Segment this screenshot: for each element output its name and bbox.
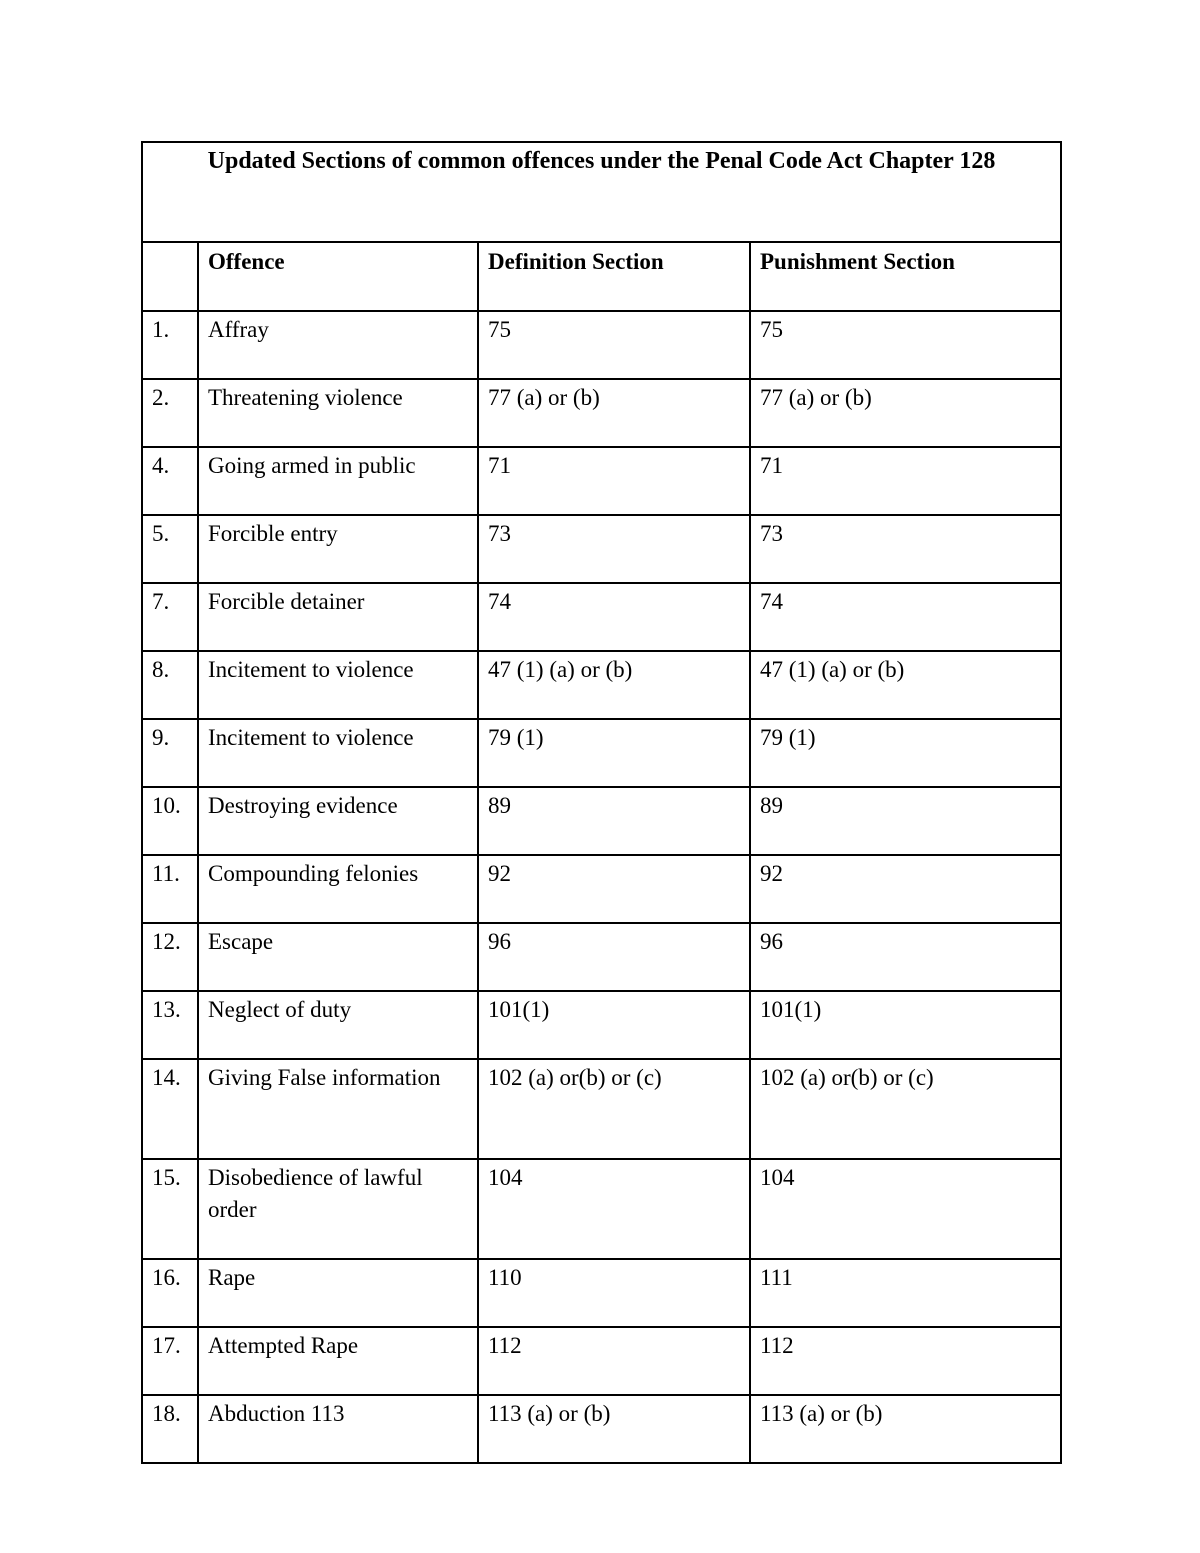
row-definition-section: 92 <box>478 855 750 923</box>
row-offence: Compounding felonies <box>198 855 478 923</box>
row-punishment-section: 77 (a) or (b) <box>750 379 1061 447</box>
row-definition-section: 79 (1) <box>478 719 750 787</box>
table-row <box>142 1259 1061 1327</box>
row-punishment-section: 89 <box>750 787 1061 855</box>
row-punishment-section: 102 (a) or(b) or (c) <box>750 1059 1061 1159</box>
row-definition-section: 71 <box>478 447 750 515</box>
row-number: 9. <box>142 719 198 787</box>
row-offence: Neglect of duty <box>198 991 478 1059</box>
table-row <box>142 719 1061 787</box>
row-offence: Disobedience of lawful order <box>198 1159 478 1259</box>
row-punishment-section: 111 <box>750 1259 1061 1327</box>
row-offence: Incitement to violence <box>198 651 478 719</box>
row-offence: Rape <box>198 1259 478 1327</box>
row-offence: Escape <box>198 923 478 991</box>
row-punishment-section: 79 (1) <box>750 719 1061 787</box>
row-definition-section: 104 <box>478 1159 750 1259</box>
row-definition-section: 112 <box>478 1327 750 1395</box>
table-row <box>142 311 1061 379</box>
row-number: 17. <box>142 1327 198 1395</box>
row-punishment-section: 112 <box>750 1327 1061 1395</box>
row-definition-section: 89 <box>478 787 750 855</box>
row-number: 10. <box>142 787 198 855</box>
row-offence: Forcible detainer <box>198 583 478 651</box>
row-number: 4. <box>142 447 198 515</box>
row-punishment-section: 74 <box>750 583 1061 651</box>
header-definition-section: Definition Section <box>478 242 750 311</box>
row-offence: Giving False information <box>198 1059 478 1159</box>
row-punishment-section: 73 <box>750 515 1061 583</box>
table-row <box>142 787 1061 855</box>
table-header-row <box>142 242 1061 311</box>
table-row <box>142 1159 1061 1259</box>
row-number: 8. <box>142 651 198 719</box>
header-number <box>142 242 198 311</box>
row-offence: Abduction 113 <box>198 1395 478 1463</box>
row-number: 15. <box>142 1159 198 1259</box>
row-number: 1. <box>142 311 198 379</box>
row-punishment-section: 96 <box>750 923 1061 991</box>
row-offence: Incitement to violence <box>198 719 478 787</box>
row-definition-section: 77 (a) or (b) <box>478 379 750 447</box>
row-offence: Destroying evidence <box>198 787 478 855</box>
row-number: 14. <box>142 1059 198 1159</box>
table-row <box>142 991 1061 1059</box>
table-row <box>142 923 1061 991</box>
table-row <box>142 855 1061 923</box>
row-definition-section: 73 <box>478 515 750 583</box>
row-number: 5. <box>142 515 198 583</box>
row-definition-section: 101(1) <box>478 991 750 1059</box>
row-punishment-section: 75 <box>750 311 1061 379</box>
row-definition-section: 102 (a) or(b) or (c) <box>478 1059 750 1159</box>
offences-table <box>141 141 1062 1464</box>
row-number: 18. <box>142 1395 198 1463</box>
header-punishment-section: Punishment Section <box>750 242 1061 311</box>
row-offence: Affray <box>198 311 478 379</box>
row-number: 7. <box>142 583 198 651</box>
row-definition-section: 75 <box>478 311 750 379</box>
row-number: 16. <box>142 1259 198 1327</box>
row-definition-section: 110 <box>478 1259 750 1327</box>
header-offence: Offence <box>198 242 478 311</box>
row-offence: Forcible entry <box>198 515 478 583</box>
row-offence: Threatening violence <box>198 379 478 447</box>
table-row <box>142 1327 1061 1395</box>
row-definition-section: 47 (1) (a) or (b) <box>478 651 750 719</box>
row-number: 12. <box>142 923 198 991</box>
row-punishment-section: 47 (1) (a) or (b) <box>750 651 1061 719</box>
row-punishment-section: 71 <box>750 447 1061 515</box>
table-row <box>142 515 1061 583</box>
row-punishment-section: 113 (a) or (b) <box>750 1395 1061 1463</box>
table-row <box>142 583 1061 651</box>
table-row <box>142 1059 1061 1159</box>
row-number: 2. <box>142 379 198 447</box>
table-title: Updated Sections of common offences under the Penal Code Act Chapter 128 <box>142 142 1061 242</box>
row-definition-section: 96 <box>478 923 750 991</box>
row-definition-section: 74 <box>478 583 750 651</box>
table-row <box>142 379 1061 447</box>
row-number: 11. <box>142 855 198 923</box>
table-row <box>142 447 1061 515</box>
row-punishment-section: 101(1) <box>750 991 1061 1059</box>
row-number: 13. <box>142 991 198 1059</box>
row-offence: Attempted Rape <box>198 1327 478 1395</box>
table-row <box>142 1395 1061 1463</box>
row-offence: Going armed in public <box>198 447 478 515</box>
row-definition-section: 113 (a) or (b) <box>478 1395 750 1463</box>
table-row <box>142 651 1061 719</box>
table-title-row <box>142 142 1061 242</box>
row-punishment-section: 92 <box>750 855 1061 923</box>
row-punishment-section: 104 <box>750 1159 1061 1259</box>
